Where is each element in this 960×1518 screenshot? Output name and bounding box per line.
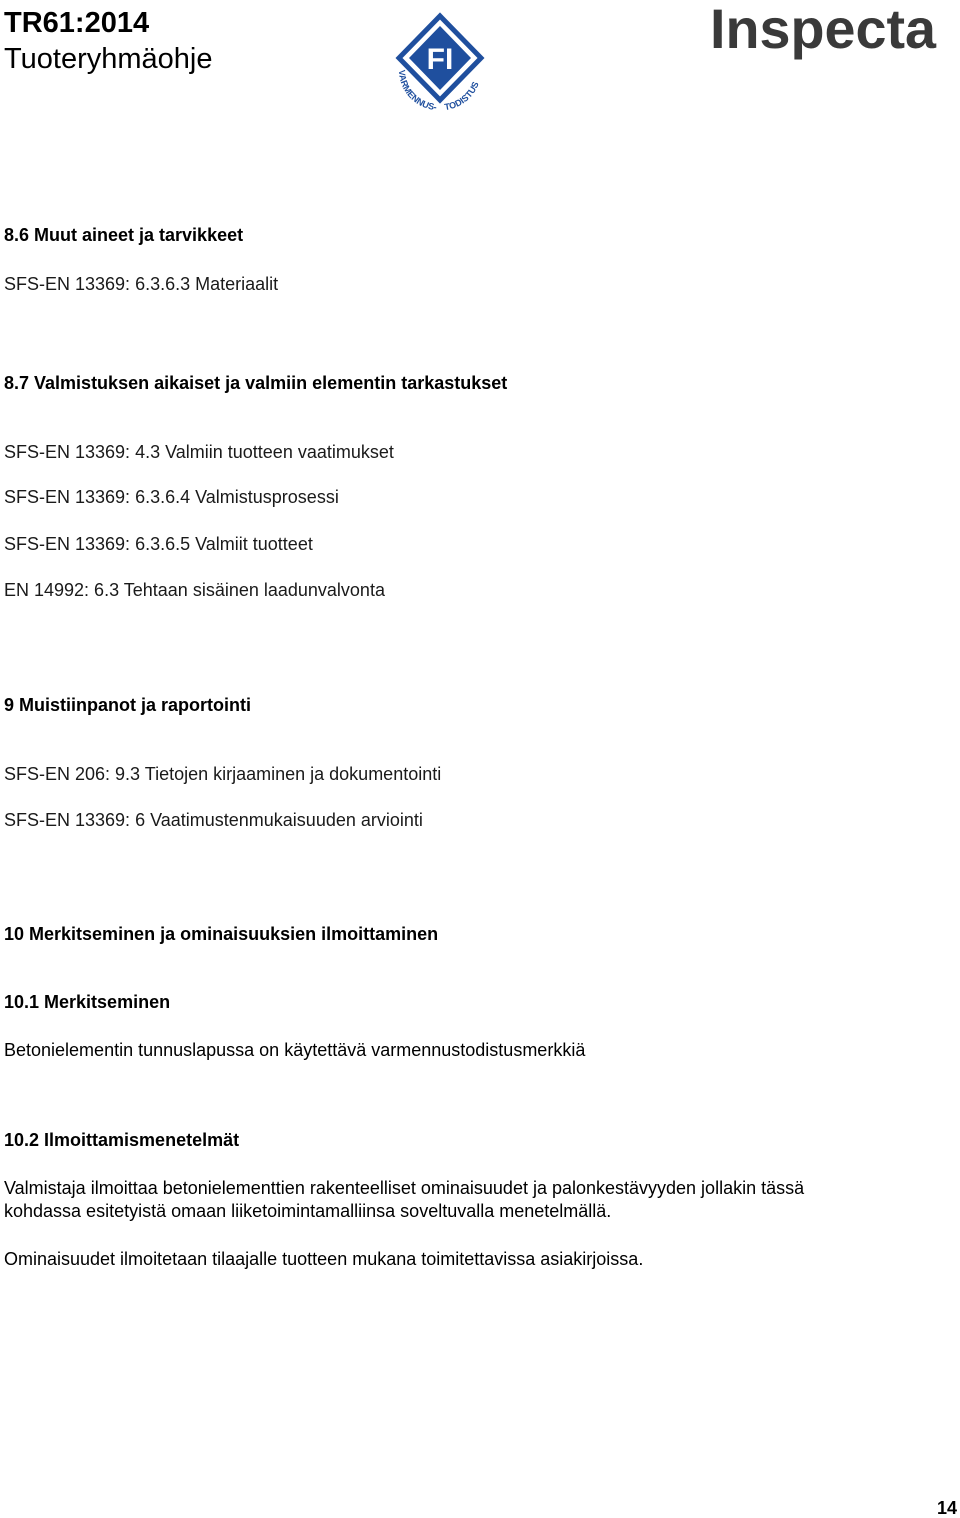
reference-line: SFS-EN 13369: 4.3 Valmiin tuotteen vaatimukset [4,442,394,462]
page-number: 14 [937,1498,958,1518]
cert-logo-right-arc-text: TODISTUS [443,80,481,113]
reference-line: SFS-EN 206: 9.3 Tietojen kirjaaminen ja dokumentointi [4,764,442,784]
reference-line: SFS-EN 13369: 6.3.6.5 Valmiit tuotteet [4,534,313,554]
body-text: Betonielementin tunnuslapussa on käytettävä varmennustodistusmerkkiä [4,1040,586,1060]
reference-line: EN 14992: 6.3 Tehtaan sisäinen laadunvalvonta [4,580,385,600]
section-heading-8-7: 8.7 Valmistuksen aikaiset ja valmiin elementin tarkastukset [4,373,508,393]
document-code: TR61:2014 [4,7,150,39]
body-text: Ominaisuudet ilmoitetaan tilaajalle tuotteen mukana toimitettavissa asiakirjoissa. [4,1249,644,1269]
section-heading-10: 10 Merkitseminen ja ominaisuuksien ilmoittaminen [4,924,439,944]
certification-logo [385,12,495,120]
reference-line: SFS-EN 13369: 6 Vaatimustenmukaisuuden arviointi [4,810,423,830]
brand-logo [708,0,938,60]
inspecta-logo-icon [708,0,938,60]
document-subtitle: Tuoteryhmäohje [4,43,213,75]
body-text: kohdassa esitetyistä omaan liiketoimintamalliinsa soveltuvalla menetelmällä. [4,1201,612,1221]
body-text: Valmistaja ilmoittaa betonielementtien rakenteelliset ominaisuudet ja palonkestävyyden jollakin tässä [4,1178,805,1198]
section-heading-10-1: 10.1 Merkitseminen [4,992,171,1012]
section-heading-9: 9 Muistiinpanot ja raportointi [4,695,251,715]
section-heading-8-6: 8.6 Muut aineet ja tarvikkeet [4,225,244,245]
reference-line: SFS-EN 13369: 6.3.6.3 Materiaalit [4,274,279,294]
brand-logo-text: Inspecta [710,0,937,60]
cert-logo-center-text: FI [426,43,454,76]
fi-certification-mark-icon [385,12,495,120]
cert-logo-left-arc-text: VARMENNUS- [396,69,438,113]
reference-line: SFS-EN 13369: 6.3.6.4 Valmistusprosessi [4,487,339,507]
section-heading-10-2: 10.2 Ilmoittamismenetelmät [4,1130,240,1150]
